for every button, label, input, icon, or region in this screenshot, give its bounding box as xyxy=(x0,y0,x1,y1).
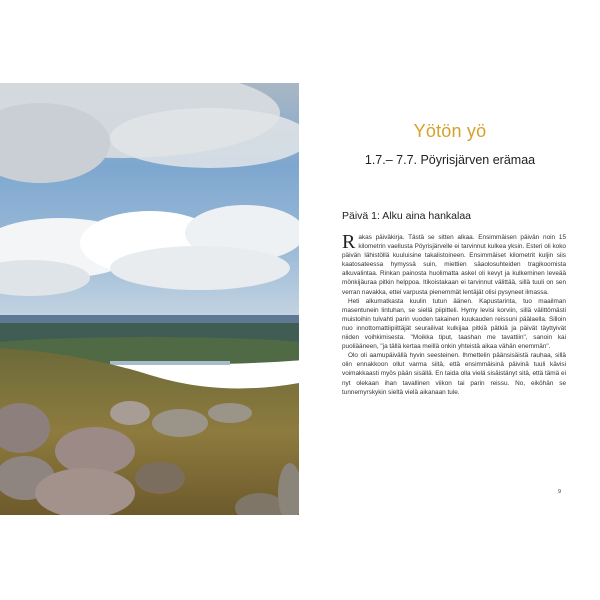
landscape-photo xyxy=(0,83,299,515)
paragraph-2: Heti alkumatkasta kuulin tutun äänen. Kapustarinta, tuo maailman masentunein lintuhan, se siellä piipitteli. Hymy levisi korviin, sillä välittömästi muistoihin tulvahti parin vuoden takainen kuukauden reissuni päälaella. Silloin nuo innottomattiipiittäjät seurailivat kulkijaa pitkiä pätkiä ja päivät täyttyivät niiden voihkimisesta. "Moikka tiput, taashan me tavattiin", sanoin kai puoliääneen, "ja tällä kertaa meillä onkin yhteistä aikaa vähän enemmän". xyxy=(342,297,566,351)
book-spread xyxy=(0,83,600,515)
page-number: 9 xyxy=(558,489,562,495)
drop-cap: R xyxy=(342,231,356,253)
chapter-subtitle: 1.7.– 7.7. Pöyrisjärven erämaa xyxy=(364,153,536,167)
text-page xyxy=(300,83,600,515)
paragraph-1-text: akas päiväkirja. Tästä se sitten alkaa. Ensimmäisen päivän noin 15 kilometrin vaellusta Pöyrisjärvelle ei tarvinnut kulkea yksin. Esteri oli koko päivän lähistöllä kuuluisine takalistoineen. Ensimmäiset kilometrit kuljin siis kaatosateessa hymyssä suin, miettien säaolosuhteiden tragikoomista alkuvalintaa. Rinkan painosta huolimatta askel oli kevyt ja kulkeminen leveää mönkijäuraa pitkin helppoa. Itikoistakaan ei tarvinnut välittää, sillä tuuli on sen verran navakka, ettei varpusta pienemmät lentäjät olisi pysyneet ilmassa. xyxy=(342,234,566,296)
paragraph-3: Olo oli aamupäivällä hyvin seesteinen. Ihmettelin päänsisäistä rauhaa, sillä olin ennakkoon ollut varma siitä, että ensimmäisinä päivinä tuuli kävisi voimakkaasti myös pään sisällä. En taida olla vielä sisäistänyt sitä, että tämä ei nyt olekaan ihan tavallinen viikon tai parin reissu. No, eiköhän se tunnemyrskykin sieltä vielä aikanaan tule. xyxy=(342,352,566,396)
paragraph-1 xyxy=(342,233,566,297)
body-text xyxy=(342,233,566,397)
chapter-title: Yötön yö xyxy=(413,121,487,141)
section-heading: Päivä 1: Alku aina hankalaa xyxy=(342,210,472,222)
landscape-photo-image xyxy=(0,83,299,515)
